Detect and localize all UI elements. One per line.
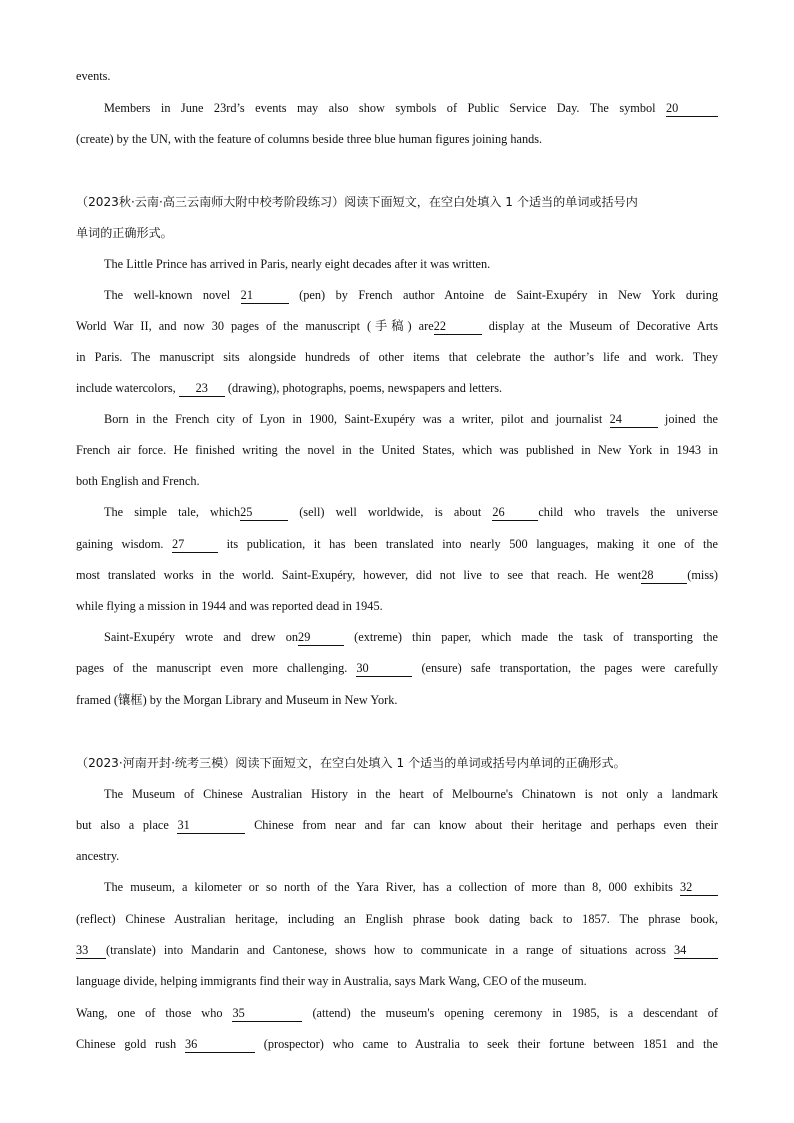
text-line: [76, 442, 718, 458]
line-text: but also a place: [76, 818, 178, 832]
text-line: [104, 786, 718, 802]
answer-blank-22: 22: [434, 319, 482, 335]
answer-blank-26: 26: [492, 505, 538, 521]
answer-blank-30: 30: [356, 661, 412, 677]
line-text: (ensure) safe transportation, the pages were carefully: [412, 661, 718, 675]
answer-blank-20: 20: [666, 101, 718, 117]
line-text: framed (镶框) by the Morgan Library and Museum in New York.: [76, 693, 398, 707]
text-line: [104, 287, 718, 303]
text-line: [76, 911, 718, 927]
text-line: [104, 100, 718, 116]
text-line: [76, 567, 718, 583]
answer-blank-31: 31: [177, 818, 245, 834]
answer-blank-25: 25: [240, 505, 288, 521]
line-text: its publication, it has been translated into nearly 500 languages, making it one of the: [218, 537, 718, 551]
text-line: [104, 256, 718, 272]
text-line: [76, 68, 718, 84]
line-text: (pen) by French author Antoine de Saint-Exupéry in New York during: [288, 288, 718, 302]
answer-blank-21: 21: [241, 288, 289, 304]
text-line: [76, 817, 718, 833]
line-text: The well-known novel: [104, 288, 241, 302]
answer-blank-29: 29: [298, 630, 344, 646]
line-text: The simple tale, which: [104, 505, 241, 519]
line-text: events.: [76, 69, 111, 83]
text-line: [76, 380, 718, 396]
text-line: [76, 598, 718, 614]
answer-blank-24: 24: [610, 412, 658, 428]
line-text: Chinese gold rush: [76, 1037, 185, 1051]
text-line: [76, 473, 718, 489]
line-text: Wang, one of those who: [76, 1006, 233, 1020]
line-text: child who travels the universe: [538, 505, 718, 519]
line-text: The Museum of Chinese Australian History in the heart of Melbourne's Chinatown is not only a landmark: [104, 787, 718, 801]
line-text: (reflect) Chinese Australian heritage, including an English phrase book dating back to 1857. The phrase book,: [76, 912, 718, 926]
line-text: (drawing), photographs, poems, newspapers and letters.: [224, 381, 503, 395]
text-line: [76, 692, 718, 708]
line-text: (create) by the UN, with the feature of columns beside three blue human figures joining hands.: [76, 132, 543, 146]
text-line: [76, 848, 718, 864]
line-text: World War II, and now 30 pages of the manuscript (手稿) are: [76, 319, 434, 333]
line-text: (miss): [687, 568, 718, 582]
text-line: [76, 349, 718, 365]
text-line: [76, 942, 718, 958]
header-text: （2023·河南开封·统考三模）阅读下面短文，在空白处填入 1 个适当的单词或括号内单词的正确形式。: [76, 756, 626, 770]
question-header-2: [76, 755, 718, 771]
line-text: (prospector) who came to Australia to seek their fortune between 1851 and the: [254, 1037, 718, 1051]
line-text: Chinese from near and far can know about their heritage and perhaps even their: [245, 818, 718, 832]
text-line: [76, 536, 718, 552]
text-line: [104, 504, 718, 520]
header-text: （2023秋·云南·高三云南师大附中校考阶段练习）阅读下面短文，在空白处填入 1 个适当的单词或括号内: [76, 195, 638, 209]
line-text: (attend) the museum's opening ceremony in 1985, is a descendant of: [302, 1006, 718, 1020]
line-text: include watercolors,: [76, 381, 179, 395]
line-text: joined the: [657, 412, 718, 426]
text-line: [76, 1005, 718, 1021]
answer-blank-34: 34: [674, 943, 718, 959]
line-text: Born in the French city of Lyon in 1900, Saint-Exupéry was a writer, pilot and journalist: [104, 412, 610, 426]
text-line: [76, 1036, 718, 1052]
text-line: [76, 660, 718, 676]
answer-blank-28: 28: [641, 568, 687, 584]
answer-blank-35: 35: [232, 1006, 302, 1022]
text-line: [76, 973, 718, 989]
line-text: The museum, a kilometer or so north of the Yara River, has a collection of more than 8, 000 exhibits: [104, 880, 680, 894]
line-text: The Little Prince has arrived in Paris, nearly eight decades after it was written.: [104, 257, 491, 271]
answer-blank-32: 32: [680, 880, 718, 896]
line-text: gaining wisdom.: [76, 537, 173, 551]
line-text: Members in June 23rd’s events may also show symbols of Public Service Day. The symbol: [104, 101, 666, 115]
line-text: display at the Museum of Decorative Arts: [481, 319, 718, 333]
line-text: (sell) well worldwide, is about: [288, 505, 493, 519]
answer-blank-36: 36: [185, 1037, 255, 1053]
line-text: ancestry.: [76, 849, 120, 863]
line-text: language divide, helping immigrants find their way in Australia, says Mark Wang, CEO of the museum.: [76, 974, 587, 988]
text-line: [104, 629, 718, 645]
question-header-1: [76, 194, 718, 210]
line-text: (translate) into Mandarin and Cantonese, shows how to communicate in a range of situations across: [106, 943, 674, 957]
text-line: [104, 411, 718, 427]
text-line: [76, 131, 718, 147]
line-text: both English and French.: [76, 474, 200, 488]
text-line: [104, 879, 718, 895]
answer-blank-33: 33: [76, 943, 106, 959]
line-text: French air force. He finished writing the novel in the United States, which was published in New York in 1943 in: [76, 443, 718, 457]
line-text: Saint-Exupéry wrote and drew on: [104, 630, 299, 644]
question-header-1-cont: [76, 225, 718, 241]
text-line: [76, 318, 718, 334]
line-text: pages of the manuscript even more challenging.: [76, 661, 357, 675]
line-text: (extreme) thin paper, which made the task of transporting the: [344, 630, 718, 644]
line-text: most translated works in the world. Saint-Exupéry, however, did not live to see that reach. He went: [76, 568, 642, 582]
answer-blank-27: 27: [172, 537, 218, 553]
line-text: while flying a mission in 1944 and was reported dead in 1945.: [76, 599, 383, 613]
answer-blank-23: 23: [179, 381, 225, 397]
header-text: 单词的正确形式。: [76, 226, 173, 240]
line-text: in Paris. The manuscript sits alongside hundreds of other items that celebrate the author’s life and work. They: [76, 350, 718, 364]
